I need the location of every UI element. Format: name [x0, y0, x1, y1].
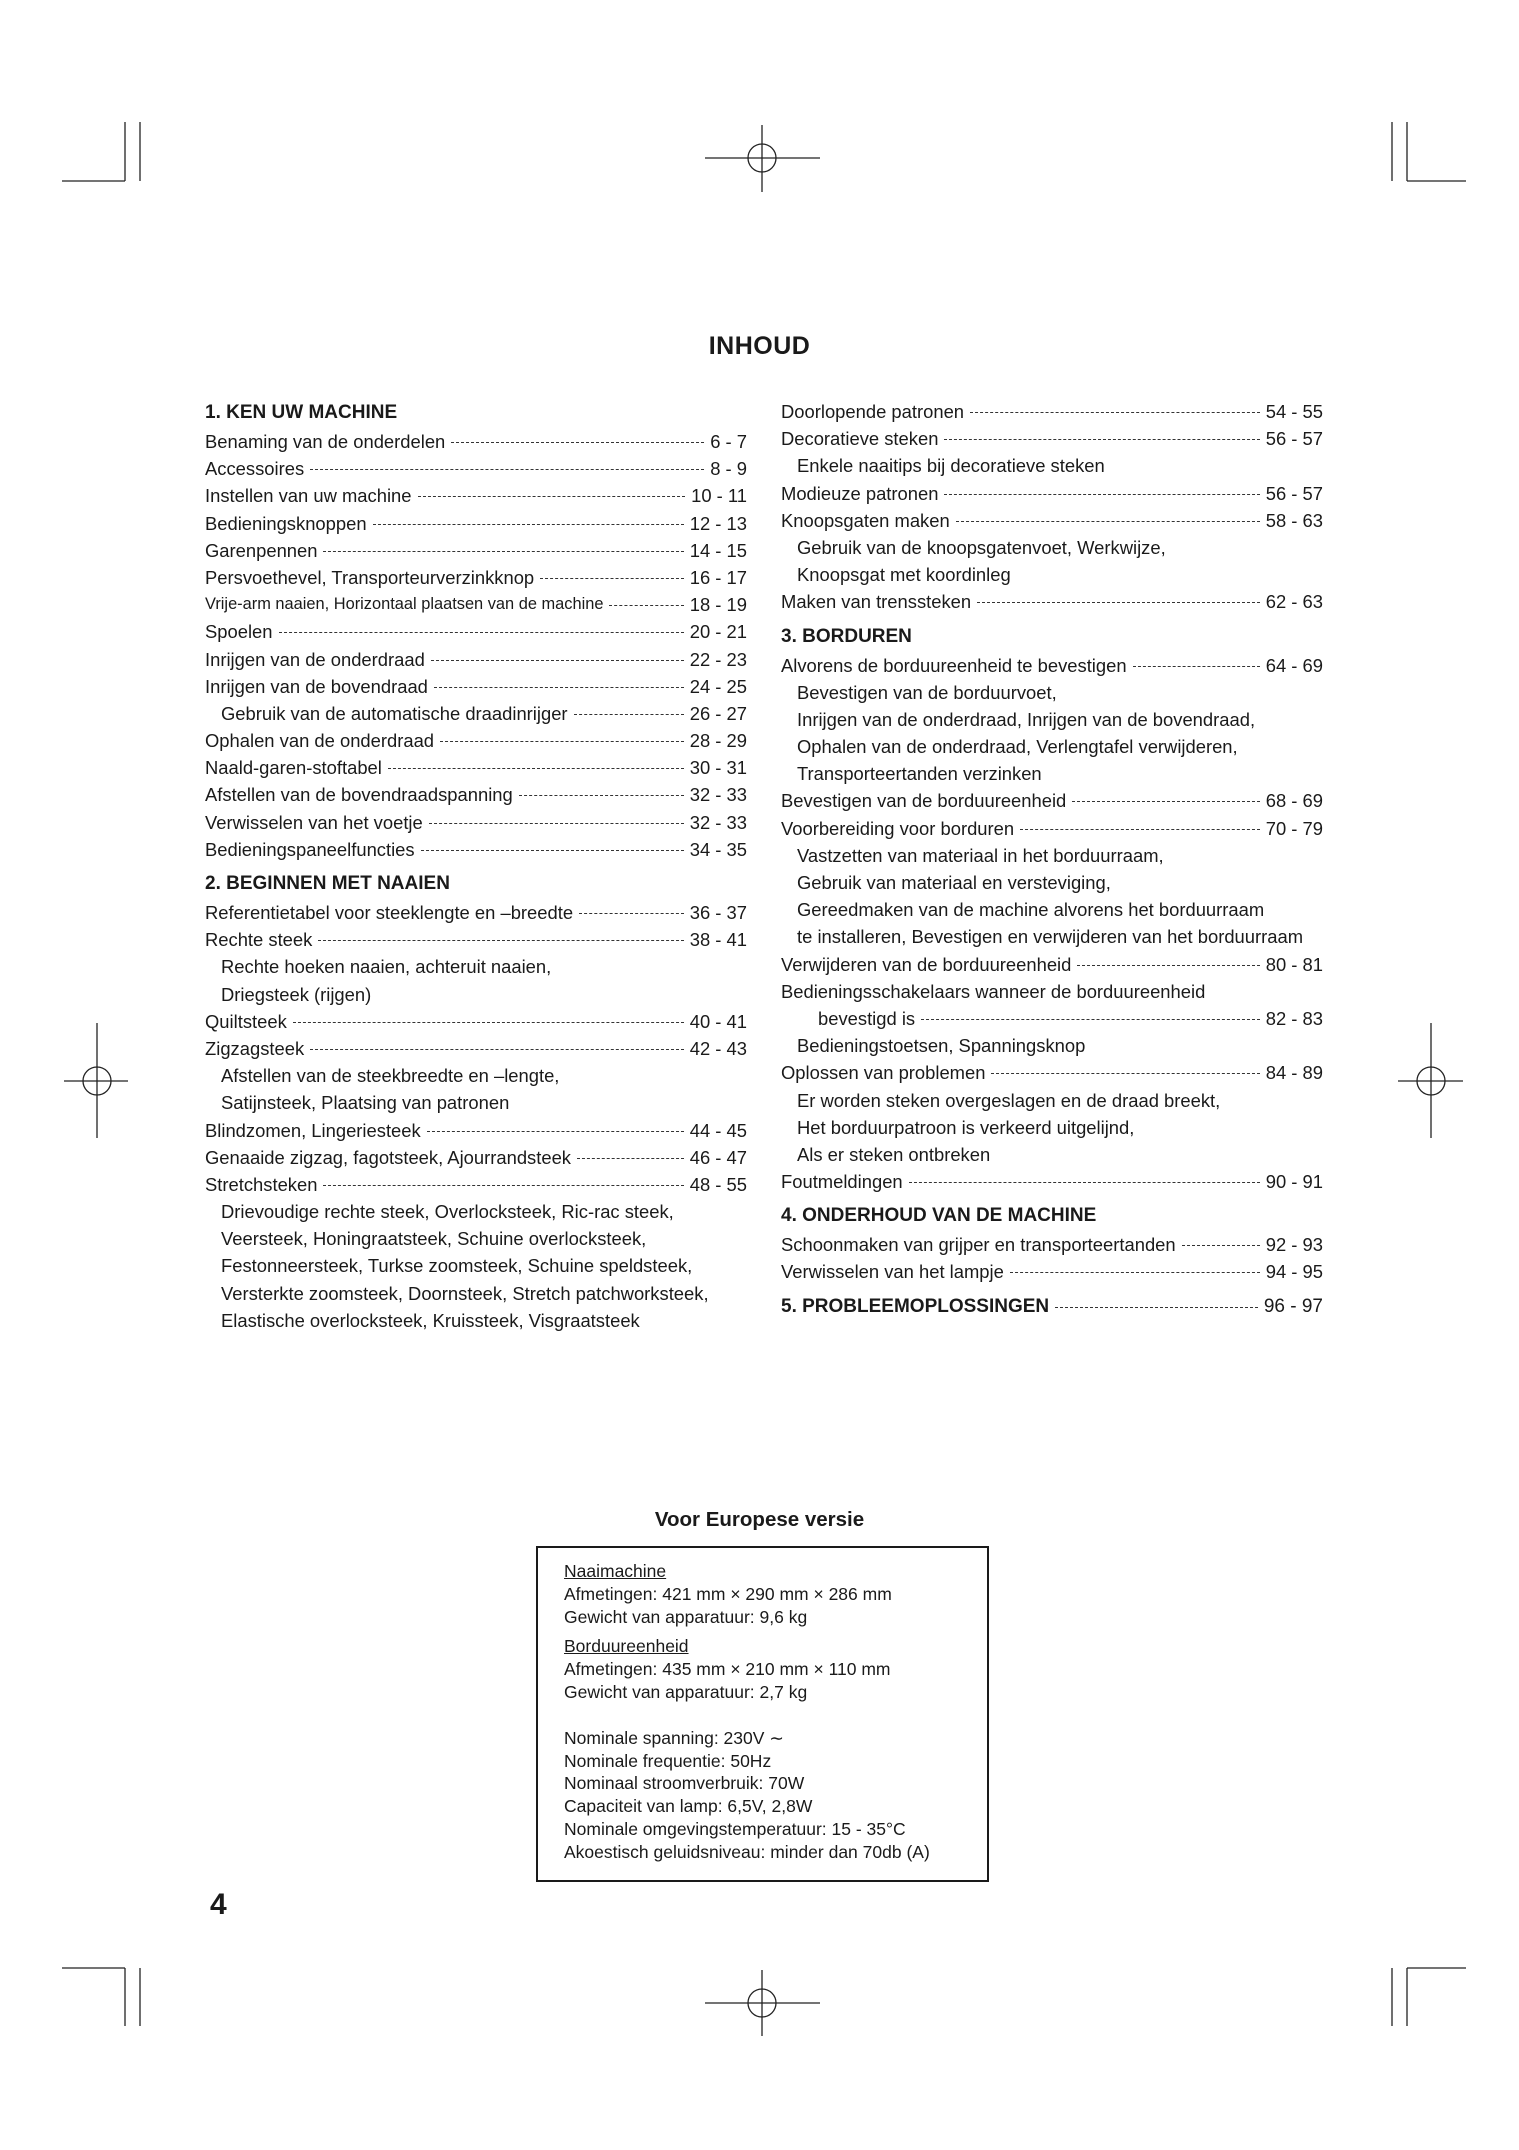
subentry-text: Bedieningstoetsen, Spanningsknop [797, 1035, 1086, 1057]
entry-text: Persvoethevel, Transporteurverzinkknop [205, 566, 535, 588]
leader-dots [956, 507, 1260, 534]
unit-dimensions: Afmetingen: 435 mm × 210 mm × 110 mm [564, 1659, 891, 1680]
page-range: 26 - 27 [689, 702, 747, 724]
toc-entry [205, 591, 747, 618]
toc-entry [781, 815, 1323, 842]
leader-dots [970, 398, 1260, 425]
unit-weight: Gewicht van apparatuur: 2,7 kg [564, 1681, 808, 1702]
subentry-text: Rechte hoeken naaien, achteruit naaien, [221, 956, 552, 978]
leader-dots [451, 428, 704, 455]
subentry-text: Als er steken ontbreken [797, 1143, 991, 1165]
toc-subentry [781, 534, 1323, 561]
entry-text: Quiltsteek [205, 1010, 287, 1032]
entry-text: Inrijgen van de bovendraad [205, 675, 428, 697]
toc-subentry [205, 1280, 747, 1307]
entry-text: Modieuze patronen [781, 482, 939, 504]
toc-subentry [205, 981, 747, 1008]
page-range: 32 - 33 [689, 811, 747, 833]
entry-text: Vrije-arm naaien, Horizontaal plaatsen van de machine [205, 595, 604, 614]
leader-dots [944, 425, 1259, 452]
toc-entry [781, 425, 1323, 452]
entry-text: Doorlopende patronen [781, 401, 965, 422]
entry-text: Accessoires [205, 458, 305, 480]
toc-entry [205, 781, 747, 808]
subentry-text: Inrijgen van de onderdraad, Inrijgen van de bovendraad, [797, 708, 1256, 730]
subentry-text: Drievoudige rechte steek, Overlocksteek, Ric-rac steek, [221, 1201, 674, 1223]
page-title: INHOUD [708, 332, 811, 360]
toc-entry [781, 1168, 1323, 1195]
toc-entry [205, 618, 747, 645]
leader-dots [440, 727, 684, 754]
page-range: 46 - 47 [689, 1146, 747, 1168]
entry-text: Knoopsgaten maken [781, 509, 950, 531]
toc-entry [205, 836, 747, 863]
toc-entry [205, 809, 747, 836]
entry-text: Bevestigen van de borduureenheid [781, 790, 1067, 812]
toc-entry [205, 673, 747, 700]
temperature-spec: Nominale omgevingstemperatuur: 15 - 35°C [564, 1818, 906, 1839]
leader-dots [579, 899, 684, 926]
voltage-spec: Nominale spanning: 230V ∼ [564, 1727, 784, 1748]
toc-entry [781, 1005, 1323, 1032]
leader-dots [310, 455, 704, 482]
toc-subentry [781, 1114, 1323, 1141]
toc-entry [781, 951, 1323, 978]
subentry-text: Versterkte zoomsteek, Doornsteek, Stretch patchworksteek, [221, 1282, 709, 1304]
section-heading-text: 1. KEN UW MACHINE [205, 402, 398, 423]
noise-spec: Akoestisch geluidsniveau: minder dan 70db (A) [564, 1841, 930, 1862]
subentry-text: Gebruik van de knoopsgatenvoet, Werkwijze, [797, 536, 1166, 558]
toc-entry [205, 1117, 747, 1144]
page-range: 8 - 9 [710, 458, 747, 480]
toc-subentry [205, 1089, 747, 1116]
toc-subentry [781, 1141, 1323, 1168]
toc-subentry [205, 1252, 747, 1279]
entry-text: Naald-garen-stoftabel [205, 757, 382, 779]
entry-text: Referentietabel voor steeklengte en –breedte [205, 902, 574, 923]
toc-section-heading [781, 1292, 1323, 1322]
toc-entry [205, 564, 747, 591]
toc-entry [205, 926, 747, 953]
page-range: 48 - 55 [689, 1173, 747, 1195]
leader-dots [577, 1144, 684, 1171]
leader-dots [1020, 815, 1260, 842]
page-range: 18 - 19 [689, 594, 747, 616]
toc-section-heading [781, 622, 1323, 652]
toc-entry [781, 787, 1323, 814]
frequency-spec: Nominale frequentie: 50Hz [564, 1750, 772, 1771]
toc-entry [781, 588, 1323, 615]
leader-dots [1055, 1293, 1258, 1320]
toc-entry [205, 754, 747, 781]
leader-dots [323, 537, 683, 564]
toc-entry [205, 537, 747, 564]
entry-text: Bedieningspaneelfuncties [205, 838, 415, 860]
leader-dots [323, 1171, 683, 1198]
page-range: 56 - 57 [1265, 482, 1323, 504]
leader-dots [434, 673, 684, 700]
entry-text: Benaming van de onderdelen [205, 431, 446, 452]
toc-subentry [781, 760, 1323, 787]
toc-entry [205, 428, 747, 455]
entry-text: Maken van trenssteken [781, 591, 972, 613]
leader-dots [1182, 1231, 1260, 1258]
entry-text: Ophalen van de onderdraad [205, 730, 435, 752]
entry-text: Blindzomen, Lingeriesteek [205, 1119, 421, 1141]
toc-subentry [781, 896, 1323, 923]
entry-text: Alvorens de borduureenheid te bevestigen [781, 654, 1127, 676]
toc-entry [205, 455, 747, 482]
page-range: 20 - 21 [689, 621, 747, 643]
entry-text: Verwisselen van het voetje [205, 811, 423, 833]
subentry-text: Festonneersteek, Turkse zoomsteek, Schuine speldsteek, [221, 1255, 693, 1277]
leader-dots [519, 781, 684, 808]
subentry-text: Het borduurpatroon is verkeerd uitgelijnd, [797, 1116, 1135, 1138]
subentry-text: Gebruik van materiaal en versteviging, [797, 872, 1111, 893]
subentry-text: Enkele naaitips bij decoratieve steken [797, 455, 1105, 477]
specifications-box [536, 1546, 989, 1882]
page-range: 84 - 89 [1265, 1062, 1323, 1084]
toc-entry [205, 700, 747, 727]
toc-subentry [781, 561, 1323, 588]
section-heading-text: 2. BEGINNEN MET NAAIEN [205, 873, 450, 894]
subentry-text: Ophalen van de onderdraad, Verlengtafel verwijderen, [797, 736, 1238, 758]
toc-entry [781, 652, 1323, 679]
section-heading-text: 4. ONDERHOUD VAN DE MACHINE [781, 1205, 1097, 1227]
toc-section-heading [205, 869, 747, 899]
toc-entry [781, 398, 1323, 425]
leader-dots [991, 1059, 1259, 1086]
subentry-text: Driegsteek (rijgen) [221, 983, 372, 1005]
leader-dots [1133, 652, 1260, 679]
leader-dots [293, 1008, 684, 1035]
subentry-text: Afstellen van de steekbreedte en –lengte, [221, 1065, 560, 1087]
page-range: 22 - 23 [689, 648, 747, 670]
leader-dots [427, 1117, 684, 1144]
toc-entry [781, 1059, 1323, 1086]
entry-text: Afstellen van de bovendraadspanning [205, 784, 513, 806]
toc-entry [781, 507, 1323, 534]
toc-subentry [781, 842, 1323, 869]
entry-text: Oplossen van problemen [781, 1062, 986, 1084]
page-range: 36 - 37 [689, 902, 747, 923]
entry-text: Schoonmaken van grijper en transporteertanden [781, 1234, 1176, 1256]
subentry-text: Bevestigen van de borduurvoet, [797, 681, 1057, 703]
subentry-text: Knoopsgat met koordinleg [797, 564, 1011, 586]
leader-dots [310, 1035, 684, 1062]
european-version-title: Voor Europese versie [654, 1508, 865, 1531]
toc-subentry [781, 1032, 1323, 1059]
toc-subentry [781, 733, 1323, 760]
leader-dots [540, 564, 684, 591]
entry-text: Gebruik van de automatische draadinrijger [221, 702, 568, 724]
toc-entry [781, 1231, 1323, 1258]
subentry-text: Elastische overlocksteek, Kruissteek, Visgraatsteek [221, 1309, 640, 1331]
entry-text: Stretchsteken [205, 1173, 318, 1195]
leader-dots [921, 1005, 1260, 1032]
toc-entry [205, 1035, 747, 1062]
page-range: 58 - 63 [1265, 509, 1323, 531]
page-range: 30 - 31 [689, 757, 747, 779]
leader-dots [279, 618, 684, 645]
machine-heading: Naaimachine [564, 1561, 667, 1581]
leader-dots [909, 1168, 1260, 1195]
page-range: 10 - 11 [691, 485, 747, 507]
toc-subentry [205, 1062, 747, 1089]
leader-dots [421, 836, 684, 863]
entry-text: 5. PROBLEEMOPLOSSINGEN [781, 1295, 1050, 1317]
toc-right-column [781, 398, 1323, 1322]
leader-dots [318, 926, 683, 953]
toc-subentry [205, 1307, 747, 1334]
entry-text: Rechte steek [205, 929, 313, 951]
toc-entry [205, 482, 747, 509]
subentry-text: Bedieningsschakelaars wanneer de borduureenheid [781, 980, 1206, 1002]
page-range: 96 - 97 [1263, 1295, 1323, 1317]
entry-text: Genaaide zigzag, fagotsteek, Ajourrandsteek [205, 1146, 572, 1168]
page-range: 28 - 29 [689, 730, 747, 752]
entry-text: Bedieningsknoppen [205, 512, 367, 534]
leader-dots [1077, 951, 1259, 978]
toc-subentry [781, 706, 1323, 733]
leader-dots [944, 480, 1259, 507]
toc-subentry [781, 869, 1323, 896]
subentry-text: Vastzetten van materiaal in het borduurraam, [797, 844, 1164, 866]
page-range: 42 - 43 [689, 1037, 747, 1059]
page-range: 90 - 91 [1265, 1171, 1323, 1193]
entry-text: Instellen van uw machine [205, 485, 412, 507]
entry-text: Garenpennen [205, 539, 318, 561]
page-range: 94 - 95 [1265, 1261, 1323, 1283]
page-range: 38 - 41 [689, 929, 747, 951]
entry-text: Voorbereiding voor borduren [781, 817, 1015, 839]
subentry-text: Satijnsteek, Plaatsing van patronen [221, 1092, 510, 1114]
page-range: 40 - 41 [689, 1010, 747, 1032]
subentry-text: te installeren, Bevestigen en verwijderen van het borduurraam [797, 926, 1304, 948]
toc-subentry [781, 923, 1323, 950]
page-range: 12 - 13 [689, 512, 747, 534]
entry-text: Foutmeldingen [781, 1171, 903, 1193]
toc-entry [205, 510, 747, 537]
entry-text: Inrijgen van de onderdraad [205, 648, 425, 670]
machine-dimensions: Afmetingen: 421 mm × 290 mm × 286 mm [564, 1583, 892, 1604]
toc-entry [205, 727, 747, 754]
toc-subentry [205, 1198, 747, 1225]
page-range: 82 - 83 [1265, 1007, 1323, 1029]
power-spec: Nominaal stroomverbruik: 70W [564, 1773, 805, 1794]
leader-dots [418, 482, 686, 509]
toc-subentry [781, 452, 1323, 479]
page-number: 4 [210, 1888, 227, 1921]
toc-subentry [781, 978, 1323, 1005]
entry-text: bevestigd is [818, 1007, 916, 1029]
lamp-spec: Capaciteit van lamp: 6,5V, 2,8W [564, 1796, 813, 1817]
page-range: 62 - 63 [1265, 591, 1323, 613]
toc-entry [781, 1258, 1323, 1285]
toc-entry [205, 899, 747, 926]
leader-dots [574, 700, 684, 727]
toc-entry [205, 1171, 747, 1198]
subentry-text: Transporteertanden verzinken [797, 763, 1042, 785]
toc-subentry [205, 953, 747, 980]
toc-entry [781, 480, 1323, 507]
entry-text: Verwisselen van het lampje [781, 1261, 1004, 1283]
toc-left-column [205, 398, 747, 1334]
leader-dots [431, 646, 684, 673]
page-range: 68 - 69 [1265, 790, 1323, 812]
leader-dots [373, 510, 684, 537]
page-range: 56 - 57 [1265, 428, 1323, 450]
entry-text: Spoelen [205, 621, 273, 643]
leader-dots [1010, 1258, 1260, 1285]
page-range: 32 - 33 [689, 784, 747, 806]
leader-dots [429, 809, 684, 836]
subentry-text: Veersteek, Honingraatsteek, Schuine overlocksteek, [221, 1228, 647, 1250]
page-range: 6 - 7 [710, 431, 747, 452]
page-range: 14 - 15 [689, 539, 747, 561]
page-range: 92 - 93 [1265, 1234, 1323, 1256]
page-range: 80 - 81 [1265, 953, 1323, 975]
section-heading-text: 3. BORDUREN [781, 625, 912, 647]
subentry-text: Gereedmaken van de machine alvorens het borduurraam [797, 899, 1265, 921]
page-range: 64 - 69 [1265, 654, 1323, 676]
page-range: 70 - 79 [1265, 817, 1323, 839]
subentry-text: Er worden steken overgeslagen en de draad breekt, [797, 1089, 1221, 1111]
machine-weight: Gewicht van apparatuur: 9,6 kg [564, 1606, 808, 1627]
toc-section-heading [205, 398, 747, 428]
entry-text: Decoratieve steken [781, 428, 939, 450]
page-range: 44 - 45 [689, 1119, 747, 1141]
toc-section-heading [781, 1201, 1323, 1231]
page-range: 34 - 35 [689, 838, 747, 860]
page-range: 24 - 25 [689, 675, 747, 697]
leader-dots [1072, 787, 1259, 814]
leader-dots [388, 754, 684, 781]
toc-subentry [781, 679, 1323, 706]
leader-dots [609, 591, 683, 618]
entry-text: Verwijderen van de borduureenheid [781, 953, 1072, 975]
toc-entry [205, 1144, 747, 1171]
toc-subentry [781, 1087, 1323, 1114]
page-range: 16 - 17 [689, 566, 747, 588]
toc-entry [205, 1008, 747, 1035]
toc-entry [205, 646, 747, 673]
entry-text: Zigzagsteek [205, 1037, 305, 1059]
leader-dots [977, 588, 1260, 615]
toc-subentry [205, 1225, 747, 1252]
page-range: 54 - 55 [1265, 401, 1323, 422]
unit-heading: Borduureenheid [564, 1636, 689, 1657]
